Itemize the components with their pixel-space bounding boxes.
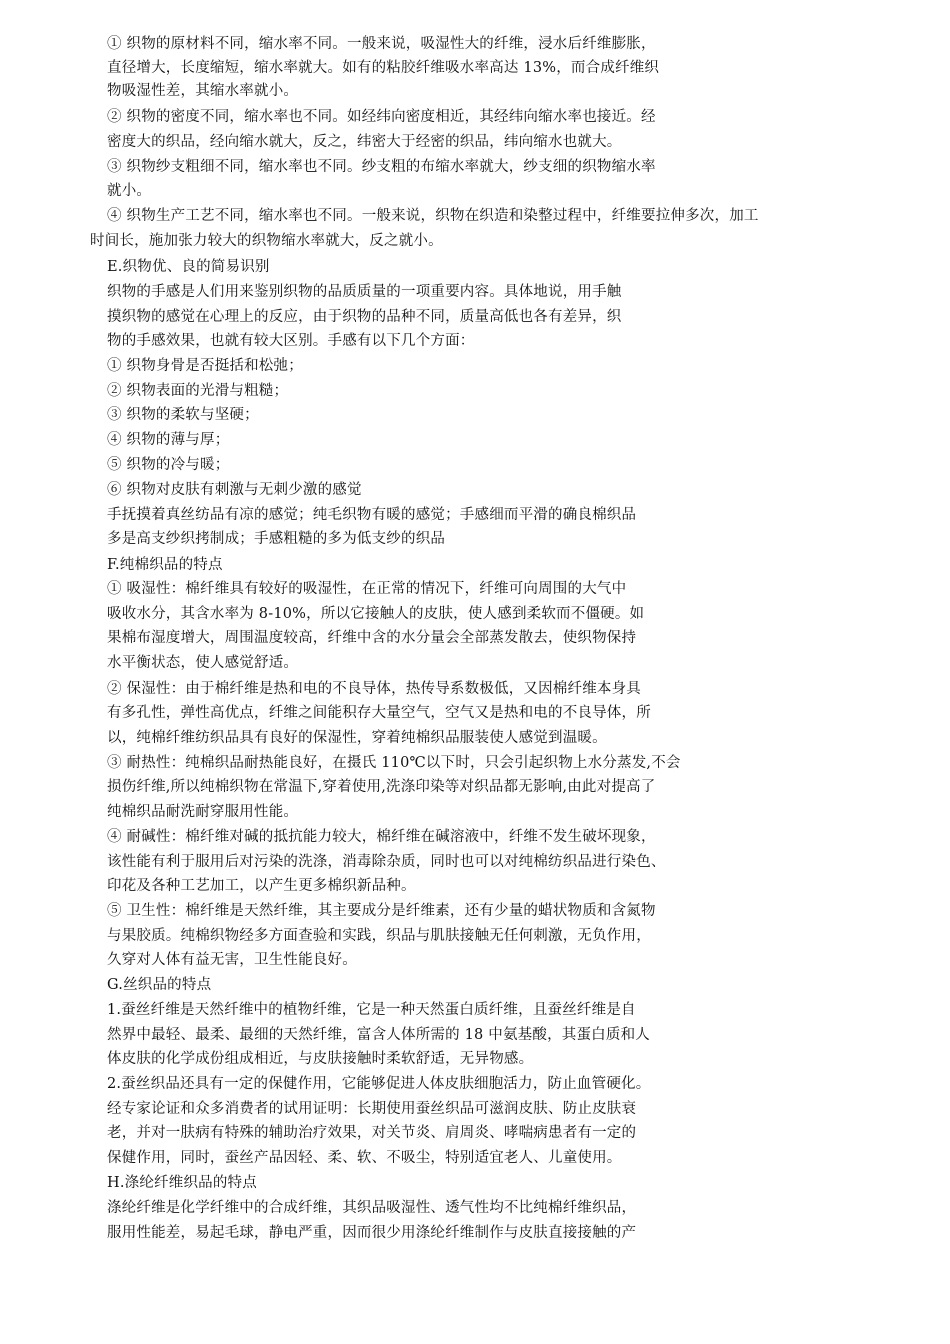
- text-line: ② 织物的密度不同，缩水率也不同。如经纬向密度相近，其经纬向缩水率也接近。经: [107, 109, 656, 125]
- list-item: ③ 织物的柔软与坚硬；: [107, 407, 259, 423]
- text-line: 涤纶纤维是化学纤维中的合成纤维，其织品吸湿性、透气性均不比纯棉纤维织品，: [107, 1200, 637, 1216]
- text-line: 经专家论证和众多消费者的试用证明：长期使用蚕丝织品可滋润皮肤、防止皮肤衰: [107, 1101, 637, 1117]
- text-line: 物的手感效果，也就有较大区别。手感有以下几个方面：: [107, 333, 475, 349]
- text-line: 与果胶质。纯棉织物经多方面查验和实践，织品与肌肤接触无任何刺激，无负作用，: [107, 928, 651, 944]
- text-line: ④ 耐碱性：棉纤维对碱的抵抗能力较大，棉纤维在碱溶液中，纤维不发生破坏现象，: [107, 829, 656, 845]
- text-line: 纯棉织品耐洗耐穿服用性能。: [107, 804, 299, 820]
- text-line: ① 吸湿性：棉纤维具有较好的吸湿性，在正常的情况下，纤维可向周围的大气中: [107, 581, 627, 597]
- text-line: 果棉布湿度增大，周围温度较高，纤维中含的水分量会全部蒸发散去，使织物保持: [107, 630, 637, 646]
- section-heading: E.织物优、良的简易识别: [107, 259, 270, 275]
- list-item: ② 织物表面的光滑与粗糙；: [107, 383, 289, 399]
- text-line: ③ 织物纱支粗细不同，缩水率也不同。纱支粗的布缩水率就大，纱支细的织物缩水率: [107, 159, 656, 175]
- text-line: 然界中最轻、最柔、最细的天然纤维，富含人体所需的 18 中氨基酸，其蛋白质和人: [107, 1027, 650, 1043]
- text-line: ⑤ 卫生性：棉纤维是天然纤维，其主要成分是纤维素，还有少量的蜡状物质和含氮物: [107, 903, 656, 919]
- text-line: ① 织物的原材料不同，缩水率不同。一般来说，吸湿性大的纤维，浸水后纤维膨胀，: [107, 36, 656, 52]
- text-line: 2.蚕丝织品还具有一定的保健作用，它能够促进人体皮肤细胞活力，防止血管硬化。: [107, 1076, 651, 1092]
- text-line: 体皮肤的化学成份组成相近，与皮肤接触时柔软舒适，无异物感。: [107, 1051, 534, 1067]
- list-item: ④ 织物的薄与厚；: [107, 432, 230, 448]
- text-line: ③ 耐热性：纯棉织品耐热能良好，在摄氏 110℃以下时，只会引起织物上水分蒸发,不会: [107, 755, 681, 771]
- text-line: 损伤纤维,所以纯棉织物在常温下,穿着使用,洗涤印染等对织品都无影响,由此对提高了: [107, 779, 656, 795]
- text-line: 密度大的织品，经向缩水就大，反之，纬密大于经密的织品，纬向缩水也就大。: [107, 134, 622, 150]
- text-line: 织物的手感是人们用来鉴别织物的品质质量的一项重要内容。具体地说，用手触: [107, 284, 622, 300]
- list-item: ⑤ 织物的冷与暖；: [107, 457, 230, 473]
- text-line: 服用性能差，易起毛球，静电严重，因而很少用涤纶纤维制作与皮肤直接接触的产: [107, 1225, 637, 1241]
- text-line: 物吸湿性差，其缩水率就小。: [107, 83, 299, 99]
- text-line: 吸收水分，其含水率为 8-10%，所以它接触人的皮肤，使人感到柔软而不僵硬。如: [107, 606, 645, 622]
- text-line: 久穿对人体有益无害，卫生性能良好。: [107, 952, 357, 968]
- text-line: 多是高支纱织拷制成；手感粗糙的多为低支纱的织品: [107, 531, 446, 547]
- text-line: 有多孔性，弹性高优点，纤维之间能积存大量空气，空气又是热和电的不良导体，所: [107, 705, 651, 721]
- section-heading: F.纯棉织品的特点: [107, 557, 223, 573]
- text-line: 保健作用，同时，蚕丝产品因轻、柔、软、不吸尘，特别适宜老人、儿童使用。: [107, 1150, 622, 1166]
- text-line: 老，并对一肤病有特殊的辅助治疗效果，对关节炎、肩周炎、哮喘病患者有一定的: [107, 1125, 637, 1141]
- section-heading: H.涤纶纤维织品的特点: [107, 1175, 257, 1191]
- list-item: ① 织物身骨是否挺括和松弛；: [107, 358, 303, 374]
- text-line: 直径增大，长度缩短，缩水率就大。如有的粘胶纤维吸水率高达 13%，而合成纤维织: [107, 60, 660, 76]
- text-line: 就小。: [107, 183, 152, 199]
- text-line: ④ 织物生产工艺不同，缩水率也不同。一般来说，织物在织造和染整过程中，纤维要拉伸多次，加工: [107, 208, 759, 224]
- list-item: ⑥ 织物对皮肤有刺激与无刺少激的感觉: [107, 482, 362, 498]
- text-line: ② 保湿性：由于棉纤维是热和电的不良导体，热传导系数极低，又因棉纤维本身具: [107, 681, 642, 697]
- text-line: 该性能有利于服用后对污染的洗涤，消毒除杂质，同时也可以对纯棉纺织品进行染色、: [107, 854, 666, 870]
- text-line: 以，纯棉纤维纺织品具有良好的保湿性，穿着纯棉织品服装使人感觉到温暖。: [107, 730, 607, 746]
- text-line: 时间长，施加张力较大的织物缩水率就大，反之就小。: [90, 233, 443, 249]
- text-line: 摸织物的感觉在心理上的反应，由于织物的品种不同，质量高低也各有差异，织: [107, 309, 622, 325]
- text-line: 手抚摸着真丝纺品有凉的感觉；纯毛织物有暖的感觉；手感细而平滑的确良棉织品: [107, 507, 637, 523]
- text-line: 印花及各种工艺加工，以产生更多棉织新品种。: [107, 878, 416, 894]
- text-line: 1.蚕丝纤维是天然纤维中的植物纤维，它是一种天然蛋白质纤维，且蚕丝纤维是自: [107, 1002, 636, 1018]
- text-line: 水平衡状态，使人感觉舒适。: [107, 655, 299, 671]
- section-heading: G.丝织品的特点: [107, 977, 212, 993]
